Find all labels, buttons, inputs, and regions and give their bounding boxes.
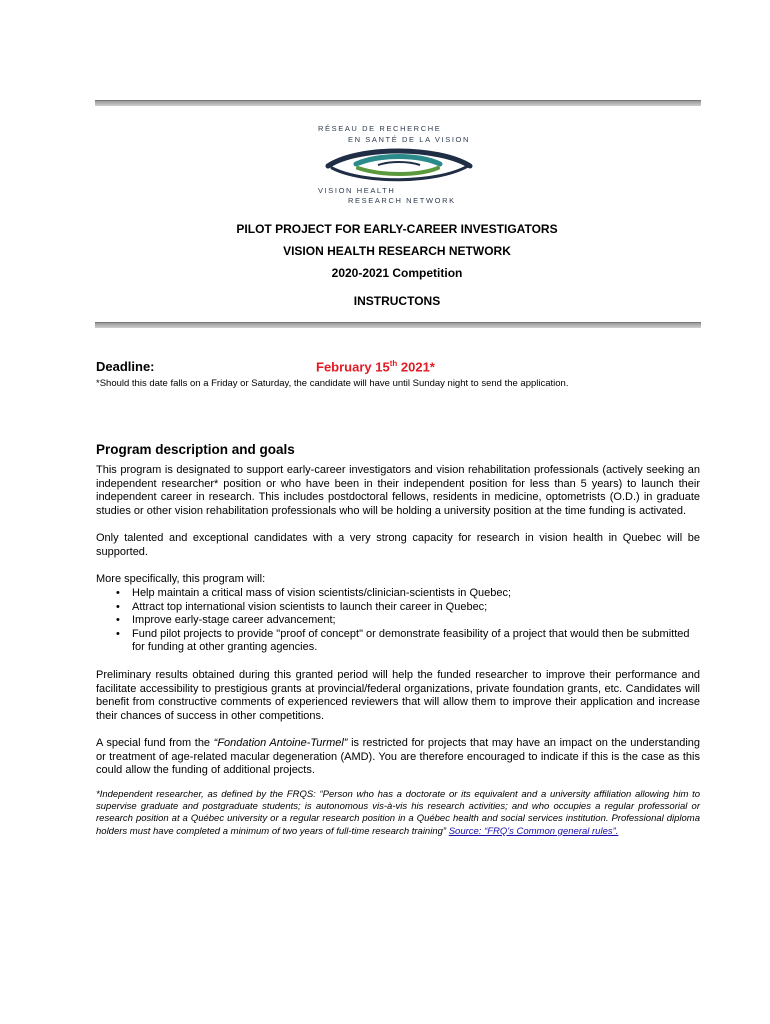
footnote: *Independent researcher, as defined by the FRQS: “Person who has a doctorate or its equivalent and a university affiliation allowing him to supervise graduate and postgraduate students; is autonomous vis-à-vis his research activities; and who occupies a regular professorial or research position at a Québec university or a regular research position in a Québec health and social services institution. Professional diploma holders must have completed a minimum of two years of full-time research training” Source: “FRQ's Common general rules”. xyxy=(96,789,700,837)
logo-text-en-2: RESEARCH NETWORK xyxy=(348,196,456,205)
header-instructions: INSTRUCTONS xyxy=(353,294,441,308)
bullet-icon: • xyxy=(116,587,120,599)
section-title: Program description and goals xyxy=(96,442,295,457)
deadline-label: Deadline: xyxy=(96,359,155,374)
logo-text-fr-1: RÉSEAU DE RECHERCHE xyxy=(318,124,442,133)
program-paragraph-4: Preliminary results obtained during this granted period will help the funded researcher to improve their performance and facilitate accessibility to prestigious grants at provincial/federal organizations, private foundation grants, etc. Candidates will benefit from constructive comments of experienced reviewers that will allow them to improve their application and increase their chances of success in other competitions. xyxy=(96,669,700,722)
program-paragraph-5: A special fund from the “Fondation Antoine-Turmel” is restricted for projects that may have an impact on the understanding or treatment of age-related macular degeneration (AMD). You are therefore encouraged to indicate if this is the case as this could allow the funding of additional projects. xyxy=(96,737,701,777)
list-item: • Attract top international vision scientists to launch their career in Quebec; xyxy=(116,600,488,613)
foundation-name: “Fondation Antoine-Turmel” xyxy=(213,737,348,749)
program-paragraph-2: Only talented and exceptional candidates with a very strong capacity for research in vision health in Quebec will be supported. xyxy=(96,532,700,558)
deadline-note: *Should this date falls on a Friday or Saturday, the candidate will have until Sunday night to send the application. xyxy=(96,378,569,389)
header-competition: 2020-2021 Competition xyxy=(331,266,463,280)
header-network: VISION HEALTH RESEARCH NETWORK xyxy=(283,244,511,258)
program-paragraph-1: This program is designated to support early-career investigators and vision rehabilitation professionals (actively seeking an independent researcher* position or who have been in their independent position for less than 5 years) to launch their independent career in research. This includes postdoctoral fellows, residents in medicine, optometrists (O.D.) in graduate studies or other vision rehabilitation professionals who will be holding a university position at the time funding is activated. xyxy=(96,464,700,517)
program-paragraph-3: More specifically, this program will: xyxy=(96,573,266,585)
program-goals-list xyxy=(96,587,700,655)
logo-text-en-1: VISION HEALTH xyxy=(318,186,396,195)
bottom-rule xyxy=(95,322,701,328)
bullet-icon: • xyxy=(116,627,120,640)
bullet-icon: • xyxy=(116,614,120,627)
header-title: PILOT PROJECT FOR EARLY-CAREER INVESTIGATORS xyxy=(236,222,558,236)
top-rule xyxy=(95,100,701,106)
eye-icon xyxy=(318,144,480,186)
list-item: • Improve early-stage career advancement; xyxy=(116,614,336,627)
network-logo xyxy=(318,124,480,206)
bullet-icon: • xyxy=(116,600,120,613)
frq-rules-link[interactable]: Source: “FRQ's Common general rules”. xyxy=(448,825,619,837)
deadline-date: February 15th 2021* xyxy=(316,359,435,375)
list-item: • Help maintain a critical mass of vision scientists/clinician-scientists in Quebec; xyxy=(116,587,512,599)
logo-text-fr-2: EN SANTÉ DE LA VISION xyxy=(348,135,470,144)
list-item: • Fund pilot projects to provide "proof of concept" or demonstrate feasibility of a project that would then be submitted for funding at other granting agencies. xyxy=(116,627,690,654)
